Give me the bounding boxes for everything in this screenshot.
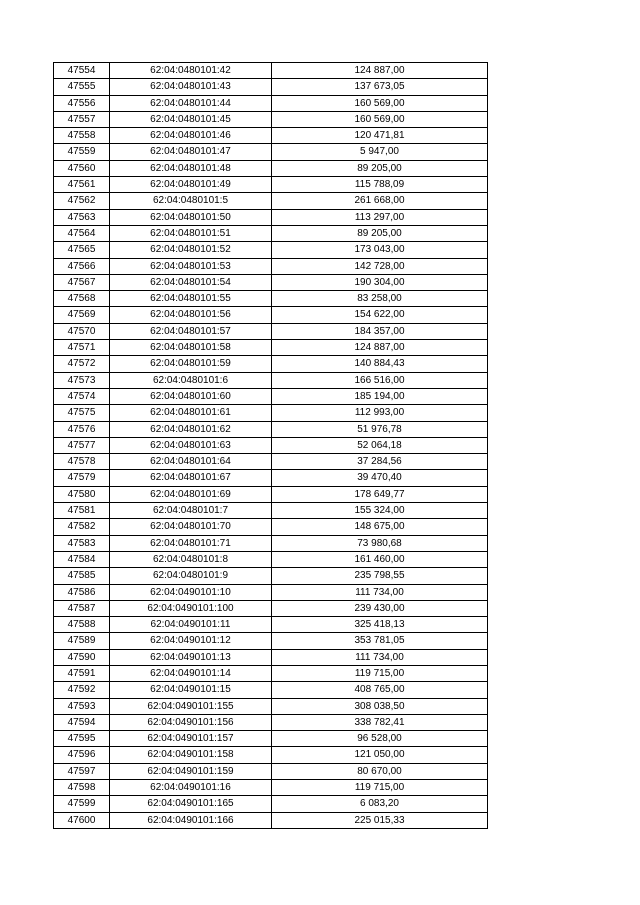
table-row	[54, 600, 488, 616]
cadastral-number-cell: 62:04:0490101:157	[110, 731, 272, 747]
cadastral-number-cell: 62:04:0480101:7	[110, 503, 272, 519]
row-number-cell: 47567	[54, 274, 110, 290]
cadastral-number-cell: 62:04:0490101:158	[110, 747, 272, 763]
cadastral-number-cell: 62:04:0480101:56	[110, 307, 272, 323]
row-number-cell: 47576	[54, 421, 110, 437]
cadastral-value-cell: 83 258,00	[272, 291, 488, 307]
row-number-cell: 47588	[54, 617, 110, 633]
cadastral-value-cell: 155 324,00	[272, 503, 488, 519]
cadastral-number-cell: 62:04:0480101:47	[110, 144, 272, 160]
cadastral-number-cell: 62:04:0480101:51	[110, 225, 272, 241]
cadastral-value-cell: 124 887,00	[272, 63, 488, 79]
cadastral-number-cell: 62:04:0490101:13	[110, 649, 272, 665]
row-number-cell: 47579	[54, 470, 110, 486]
row-number-cell: 47585	[54, 568, 110, 584]
row-number-cell: 47578	[54, 454, 110, 470]
row-number-cell: 47595	[54, 731, 110, 747]
row-number-cell: 47563	[54, 209, 110, 225]
row-number-cell: 47591	[54, 665, 110, 681]
cadastral-number-cell: 62:04:0480101:9	[110, 568, 272, 584]
cadastral-number-cell: 62:04:0480101:69	[110, 486, 272, 502]
row-number-cell: 47597	[54, 763, 110, 779]
cadastral-number-cell: 62:04:0490101:15	[110, 682, 272, 698]
row-number-cell: 47562	[54, 193, 110, 209]
cadastral-value-cell: 235 798,55	[272, 568, 488, 584]
row-number-cell: 47557	[54, 111, 110, 127]
row-number-cell: 47596	[54, 747, 110, 763]
row-number-cell: 47574	[54, 388, 110, 404]
table-row	[54, 128, 488, 144]
cadastral-value-cell: 178 649,77	[272, 486, 488, 502]
table-row	[54, 551, 488, 567]
cadastral-number-cell: 62:04:0480101:8	[110, 551, 272, 567]
row-number-cell: 47560	[54, 160, 110, 176]
cadastral-number-cell: 62:04:0490101:16	[110, 780, 272, 796]
table-row	[54, 388, 488, 404]
table-row	[54, 698, 488, 714]
row-number-cell: 47594	[54, 714, 110, 730]
table-row	[54, 356, 488, 372]
row-number-cell: 47587	[54, 600, 110, 616]
cadastral-value-cell: 239 430,00	[272, 600, 488, 616]
cadastral-number-cell: 62:04:0490101:10	[110, 584, 272, 600]
cadastral-value-cell: 6 083,20	[272, 796, 488, 812]
cadastral-value-cell: 39 470,40	[272, 470, 488, 486]
row-number-cell: 47577	[54, 437, 110, 453]
cadastral-value-cell: 89 205,00	[272, 160, 488, 176]
row-number-cell: 47589	[54, 633, 110, 649]
row-number-cell: 47569	[54, 307, 110, 323]
cadastral-value-cell: 338 782,41	[272, 714, 488, 730]
table-row	[54, 340, 488, 356]
row-number-cell: 47568	[54, 291, 110, 307]
cadastral-value-cell: 140 884,43	[272, 356, 488, 372]
row-number-cell: 47564	[54, 225, 110, 241]
row-number-cell: 47566	[54, 258, 110, 274]
table-row	[54, 714, 488, 730]
table-row	[54, 649, 488, 665]
cadastral-value-cell: 154 622,00	[272, 307, 488, 323]
cadastral-value-cell: 161 460,00	[272, 551, 488, 567]
table-row	[54, 160, 488, 176]
table-row	[54, 307, 488, 323]
cadastral-number-cell: 62:04:0480101:6	[110, 372, 272, 388]
cadastral-value-cell: 325 418,13	[272, 617, 488, 633]
row-number-cell: 47573	[54, 372, 110, 388]
row-number-cell: 47575	[54, 405, 110, 421]
table-row	[54, 633, 488, 649]
cadastral-number-cell: 62:04:0480101:61	[110, 405, 272, 421]
row-number-cell: 47561	[54, 177, 110, 193]
table-row	[54, 242, 488, 258]
row-number-cell: 47554	[54, 63, 110, 79]
cadastral-value-cell: 119 715,00	[272, 665, 488, 681]
row-number-cell: 47555	[54, 79, 110, 95]
table-row	[54, 584, 488, 600]
cadastral-value-cell: 111 734,00	[272, 649, 488, 665]
cadastral-number-cell: 62:04:0480101:43	[110, 79, 272, 95]
row-number-cell: 47556	[54, 95, 110, 111]
cadastral-value-cell: 124 887,00	[272, 340, 488, 356]
cadastral-value-cell: 142 728,00	[272, 258, 488, 274]
cadastral-number-cell: 62:04:0480101:45	[110, 111, 272, 127]
table-row	[54, 519, 488, 535]
cadastral-number-cell: 62:04:0480101:5	[110, 193, 272, 209]
cadastral-value-cell: 115 788,09	[272, 177, 488, 193]
cadastral-value-cell: 73 980,68	[272, 535, 488, 551]
row-number-cell: 47570	[54, 323, 110, 339]
cadastral-value-cell: 160 569,00	[272, 95, 488, 111]
table-row	[54, 193, 488, 209]
table-row	[54, 454, 488, 470]
table-row	[54, 617, 488, 633]
row-number-cell: 47572	[54, 356, 110, 372]
cadastral-value-cell: 148 675,00	[272, 519, 488, 535]
cadastral-number-cell: 62:04:0490101:100	[110, 600, 272, 616]
table-row	[54, 682, 488, 698]
table-row	[54, 274, 488, 290]
cadastral-number-cell: 62:04:0480101:44	[110, 95, 272, 111]
table-row	[54, 405, 488, 421]
cadastral-number-cell: 62:04:0490101:14	[110, 665, 272, 681]
cadastral-value-cell: 166 516,00	[272, 372, 488, 388]
cadastral-number-cell: 62:04:0490101:165	[110, 796, 272, 812]
cadastral-value-cell: 37 284,56	[272, 454, 488, 470]
cadastral-value-cell: 121 050,00	[272, 747, 488, 763]
cadastral-number-cell: 62:04:0480101:67	[110, 470, 272, 486]
cadastral-value-cell: 52 064,18	[272, 437, 488, 453]
row-number-cell: 47586	[54, 584, 110, 600]
row-number-cell: 47600	[54, 812, 110, 828]
table-row	[54, 111, 488, 127]
cadastral-value-cell: 119 715,00	[272, 780, 488, 796]
cadastral-number-cell: 62:04:0480101:59	[110, 356, 272, 372]
cadastral-number-cell: 62:04:0480101:49	[110, 177, 272, 193]
table-row	[54, 209, 488, 225]
table-row	[54, 796, 488, 812]
row-number-cell: 47571	[54, 340, 110, 356]
cadastral-value-cell: 111 734,00	[272, 584, 488, 600]
cadastral-number-cell: 62:04:0490101:156	[110, 714, 272, 730]
row-number-cell: 47558	[54, 128, 110, 144]
cadastral-number-cell: 62:04:0490101:159	[110, 763, 272, 779]
row-number-cell: 47581	[54, 503, 110, 519]
table-row	[54, 812, 488, 828]
cadastral-value-cell: 184 357,00	[272, 323, 488, 339]
cadastral-value-table	[53, 62, 488, 829]
cadastral-number-cell: 62:04:0490101:155	[110, 698, 272, 714]
table-row	[54, 372, 488, 388]
cadastral-value-cell: 185 194,00	[272, 388, 488, 404]
cadastral-value-cell: 190 304,00	[272, 274, 488, 290]
table-row	[54, 63, 488, 79]
cadastral-number-cell: 62:04:0480101:60	[110, 388, 272, 404]
cadastral-number-cell: 62:04:0490101:166	[110, 812, 272, 828]
row-number-cell: 47584	[54, 551, 110, 567]
table-row	[54, 79, 488, 95]
cadastral-number-cell: 62:04:0480101:42	[110, 63, 272, 79]
table-row	[54, 747, 488, 763]
row-number-cell: 47559	[54, 144, 110, 160]
row-number-cell: 47582	[54, 519, 110, 535]
cadastral-number-cell: 62:04:0480101:53	[110, 258, 272, 274]
table-row	[54, 291, 488, 307]
row-number-cell: 47590	[54, 649, 110, 665]
cadastral-value-cell: 120 471,81	[272, 128, 488, 144]
row-number-cell: 47592	[54, 682, 110, 698]
cadastral-value-cell: 408 765,00	[272, 682, 488, 698]
cadastral-value-cell: 113 297,00	[272, 209, 488, 225]
cadastral-number-cell: 62:04:0480101:54	[110, 274, 272, 290]
table-body	[54, 63, 488, 829]
cadastral-value-cell: 89 205,00	[272, 225, 488, 241]
row-number-cell: 47580	[54, 486, 110, 502]
row-number-cell: 47599	[54, 796, 110, 812]
cadastral-value-cell: 5 947,00	[272, 144, 488, 160]
cadastral-value-cell: 308 038,50	[272, 698, 488, 714]
table-row	[54, 665, 488, 681]
cadastral-value-cell: 80 670,00	[272, 763, 488, 779]
table-row	[54, 177, 488, 193]
cadastral-value-cell: 51 976,78	[272, 421, 488, 437]
cadastral-value-cell: 112 993,00	[272, 405, 488, 421]
table-row	[54, 763, 488, 779]
cadastral-number-cell: 62:04:0480101:52	[110, 242, 272, 258]
table-row	[54, 486, 488, 502]
cadastral-value-cell: 225 015,33	[272, 812, 488, 828]
cadastral-number-cell: 62:04:0480101:48	[110, 160, 272, 176]
cadastral-value-cell: 173 043,00	[272, 242, 488, 258]
cadastral-number-cell: 62:04:0480101:58	[110, 340, 272, 356]
cadastral-value-cell: 96 528,00	[272, 731, 488, 747]
row-number-cell: 47598	[54, 780, 110, 796]
table-row	[54, 437, 488, 453]
row-number-cell: 47593	[54, 698, 110, 714]
table-row	[54, 258, 488, 274]
row-number-cell: 47565	[54, 242, 110, 258]
cadastral-number-cell: 62:04:0480101:55	[110, 291, 272, 307]
cadastral-number-cell: 62:04:0480101:64	[110, 454, 272, 470]
cadastral-value-cell: 353 781,05	[272, 633, 488, 649]
table-row	[54, 780, 488, 796]
cadastral-number-cell: 62:04:0480101:57	[110, 323, 272, 339]
cadastral-number-cell: 62:04:0490101:11	[110, 617, 272, 633]
cadastral-number-cell: 62:04:0480101:70	[110, 519, 272, 535]
table-row	[54, 568, 488, 584]
table-row	[54, 225, 488, 241]
cadastral-number-cell: 62:04:0480101:46	[110, 128, 272, 144]
table-row	[54, 95, 488, 111]
cadastral-value-cell: 137 673,05	[272, 79, 488, 95]
table-row	[54, 503, 488, 519]
table-row	[54, 323, 488, 339]
cadastral-number-cell: 62:04:0480101:62	[110, 421, 272, 437]
cadastral-number-cell: 62:04:0480101:71	[110, 535, 272, 551]
table-row	[54, 144, 488, 160]
cadastral-value-cell: 160 569,00	[272, 111, 488, 127]
cadastral-number-cell: 62:04:0490101:12	[110, 633, 272, 649]
table-row	[54, 421, 488, 437]
cadastral-value-cell: 261 668,00	[272, 193, 488, 209]
table-row	[54, 470, 488, 486]
cadastral-number-cell: 62:04:0480101:50	[110, 209, 272, 225]
row-number-cell: 47583	[54, 535, 110, 551]
cadastral-number-cell: 62:04:0480101:63	[110, 437, 272, 453]
table-row	[54, 731, 488, 747]
table-row	[54, 535, 488, 551]
